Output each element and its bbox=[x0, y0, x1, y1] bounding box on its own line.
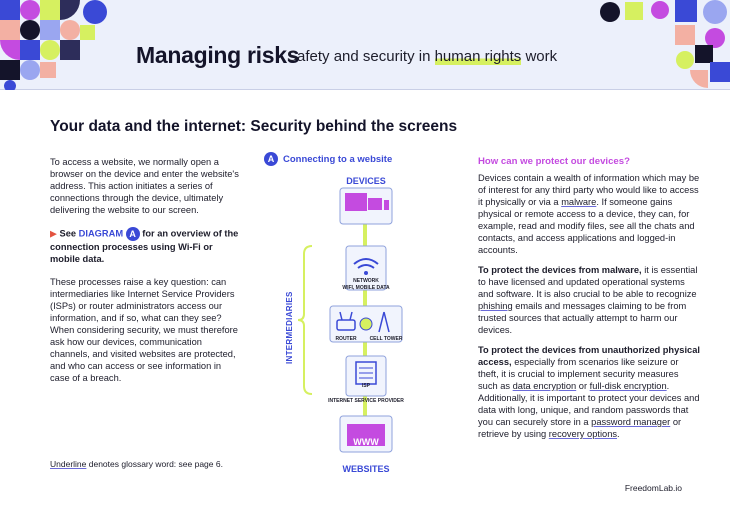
intermediaries-label: INTERMEDIARIES bbox=[285, 291, 294, 364]
page-header bbox=[0, 0, 730, 90]
protect-heading: How can we protect our devices? bbox=[478, 156, 630, 167]
decorative-pattern-left bbox=[0, 0, 120, 90]
wifi-label: WIFI, MOBILE DATA bbox=[342, 285, 390, 291]
glossary-full-disk-encryption[interactable]: full-disk encryption bbox=[589, 381, 667, 391]
section-title: Your data and the internet: Security behind the screens bbox=[50, 118, 458, 135]
glossary-footnote: Underline denotes glossary word: see page 6. bbox=[50, 459, 223, 469]
intro-paragraph: To access a website, we normally open a browser on the device and enter the website's address. This action initiates a series of connections through the device, ultimately delivering the website to our screen. bbox=[50, 157, 239, 215]
glossary-phishing[interactable]: phishing bbox=[478, 301, 513, 311]
glossary-recovery-options[interactable]: recovery options bbox=[548, 429, 618, 439]
header-title: Managing risks bbox=[136, 42, 300, 68]
brand-footer: FreedomLab.io bbox=[624, 483, 682, 493]
websites-label: WEBSITES bbox=[342, 464, 390, 474]
malware-paragraph: To protect the devices from malware, it is essential to have licensed and updated operational systems and software. It is also crucial to be able to recognize phishing emails and messages claiming to be from trusted sources that actually attempt to harm our devices. bbox=[478, 265, 698, 335]
diagram-heading: A Connecting to a website bbox=[264, 152, 392, 166]
see-diagram-note: ▶ See DIAGRAM A for an overview of the connection processes using Wi-Fi or mobile data. bbox=[50, 228, 239, 264]
diagram-badge: A bbox=[126, 227, 140, 241]
connection-diagram bbox=[290, 170, 420, 470]
network-label: NETWORK bbox=[353, 278, 379, 284]
cell-tower-label: CELL TOWER bbox=[369, 336, 403, 342]
www-label: WWW bbox=[353, 437, 379, 447]
right-column bbox=[478, 156, 700, 448]
diagram-heading-badge: A bbox=[264, 152, 278, 166]
glossary-password-manager[interactable]: password manager bbox=[591, 417, 671, 427]
isp-label: ISP bbox=[361, 383, 371, 389]
subtitle-highlight: human rights bbox=[434, 48, 522, 65]
diagram-link[interactable]: DIAGRAM bbox=[78, 228, 124, 239]
devices-paragraph: Devices contain a wealth of information which may be of interest for any third party who would like to access it physically or via a malware. If someone gains physical or remote access to a device, they can, for example, read and modify files, see all the chats and contacts, and access applications and logged-in accounts. bbox=[478, 173, 700, 255]
glossary-data-encryption[interactable]: data encryption bbox=[512, 381, 577, 391]
question-paragraph: These processes raise a key question: can intermediaries like Internet Service Providers (ISPs) or router administrators access our information, and if so, what can they see? When considering security, we must therefore ask how our devices, communication channels, and visited websites are protected, and who can access or see information in case of a breach. bbox=[50, 277, 238, 383]
decorative-pattern-right bbox=[590, 0, 730, 90]
isp-full-label: INTERNET SERVICE PROVIDER bbox=[328, 398, 404, 404]
router-label: ROUTER bbox=[335, 336, 357, 342]
arrow-right-icon: ▶ bbox=[50, 228, 57, 239]
header-subtitle: Safety and security in human rights work bbox=[287, 48, 558, 65]
glossary-malware[interactable]: malware bbox=[561, 197, 597, 207]
left-column bbox=[50, 156, 240, 395]
physical-access-paragraph: To protect the devices from unauthorized physical access, especially from scenarios like seizure or theft, it is crucial to implement security measures such as data encryption or full-disk encryption. Additionally, it is important to protect your devices and data with long, unique, and random passwords that you can securely store in a password manager or retrieve by using recovery options. bbox=[478, 345, 700, 439]
devices-label: DEVICES bbox=[346, 176, 386, 186]
